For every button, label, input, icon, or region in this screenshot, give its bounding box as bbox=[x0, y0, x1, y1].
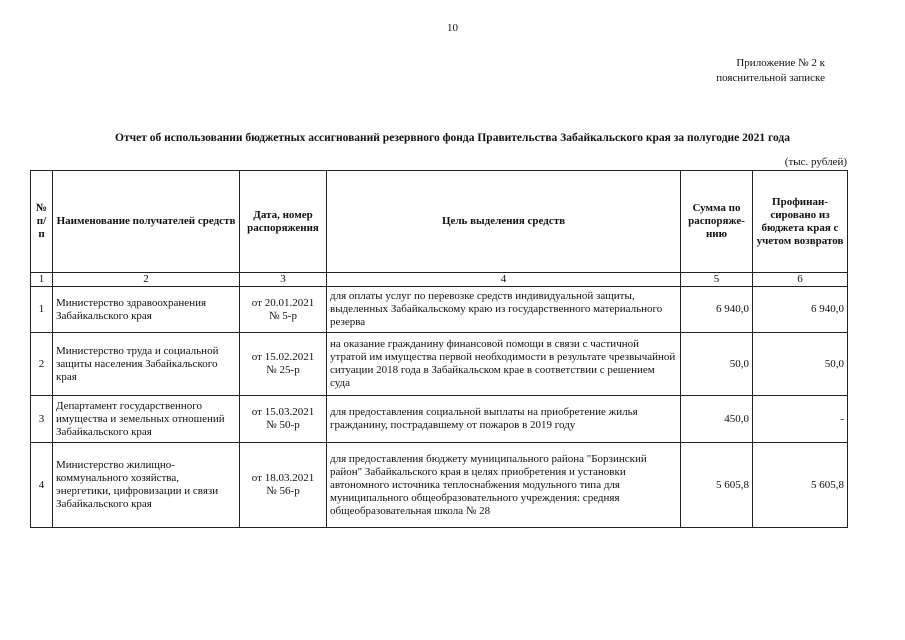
financed-cell: - bbox=[753, 396, 848, 443]
column-number: 5 bbox=[681, 273, 753, 287]
report-title: Отчет об использовании бюджетных ассигнований резервного фонда Правительства Забайкальского края за полугодие 2021 года bbox=[115, 132, 790, 144]
purpose-cell: для предоставления бюджету муниципального района "Борзинский район" Забайкальского края в целях приобретения и установки автономного источника теплоснабжения модульного типа для муниципального общеобразовательного учреждения: средняя общеобразовательная школа № 28 bbox=[327, 443, 681, 528]
order-cell bbox=[240, 287, 327, 333]
order-cell bbox=[240, 396, 327, 443]
sum-cell: 5 605,8 bbox=[681, 443, 753, 528]
table-row bbox=[31, 396, 848, 443]
column-number: 3 bbox=[240, 273, 327, 287]
appendix-note bbox=[716, 56, 825, 86]
appendix-line-1: Приложение № 2 к bbox=[736, 57, 825, 69]
order-number: № 56-р bbox=[266, 485, 300, 497]
table-row bbox=[31, 443, 848, 528]
column-header-num: № п/п bbox=[31, 171, 53, 273]
report-table bbox=[30, 170, 848, 528]
order-cell bbox=[240, 333, 327, 396]
column-number: 1 bbox=[31, 273, 53, 287]
table-row bbox=[31, 287, 848, 333]
purpose-cell: для предоставления социальной выплаты на приобретение жилья гражданину, пострадавшему от пожаров в 2019 году bbox=[327, 396, 681, 443]
recipient-cell: Департамент государственного имущества и земельных отношений Забайкальского края bbox=[53, 396, 240, 443]
column-header-sum: Сумма по распоряже-нию bbox=[681, 171, 753, 273]
row-number: 3 bbox=[31, 396, 53, 443]
column-header-purpose: Цель выделения средств bbox=[327, 171, 681, 273]
order-number: № 25-р bbox=[266, 364, 300, 376]
order-number: № 5-р bbox=[269, 309, 297, 322]
row-number: 4 bbox=[31, 443, 53, 528]
units-label: (тыс. рублей) bbox=[784, 156, 847, 168]
sum-cell: 50,0 bbox=[681, 333, 753, 396]
financed-cell: 50,0 bbox=[753, 333, 848, 396]
page-number: 10 bbox=[447, 22, 458, 34]
column-number: 4 bbox=[327, 273, 681, 287]
purpose-cell: на оказание гражданину финансовой помощи в связи с частичной утратой им имущества первой необходимости в результате чрезвычайной ситуации 2018 года в Забайкальском крае в соответствии с решением суда bbox=[327, 333, 681, 396]
column-number: 6 bbox=[753, 273, 848, 287]
order-date: от 15.03.2021 bbox=[251, 406, 315, 418]
order-number: № 50-р bbox=[266, 419, 300, 431]
recipient-cell: Министерство труда и социальной защиты населения Забайкальского края bbox=[53, 333, 240, 396]
table-header-row bbox=[31, 171, 848, 273]
column-header-recipient: Наименование получателей средств bbox=[53, 171, 240, 273]
column-header-date: Дата, номер распоряжения bbox=[240, 171, 327, 273]
column-header-financed: Профинан-сировано из бюджета края с учетом возвратов bbox=[753, 171, 848, 273]
table-row bbox=[31, 333, 848, 396]
column-number-row bbox=[31, 273, 848, 287]
sum-cell: 6 940,0 bbox=[681, 287, 753, 333]
row-number: 2 bbox=[31, 333, 53, 396]
order-date: от 20.01.2021 bbox=[251, 296, 315, 309]
financed-cell: 6 940,0 bbox=[753, 287, 848, 333]
sum-cell: 450,0 bbox=[681, 396, 753, 443]
order-cell bbox=[240, 443, 327, 528]
financed-cell: 5 605,8 bbox=[753, 443, 848, 528]
recipient-cell: Министерство жилищно-коммунального хозяйства, энергетики, цифровизации и связи Забайкальского края bbox=[53, 443, 240, 528]
recipient-cell: Министерство здравоохранения Забайкальского края bbox=[53, 287, 240, 333]
order-date: от 18.03.2021 bbox=[251, 472, 315, 484]
purpose-cell: для оплаты услуг по перевозке средств индивидуальной защиты, выделенных Забайкальскому краю из государственного материального резерва bbox=[327, 287, 681, 333]
appendix-line-2: пояснительной записке bbox=[716, 72, 825, 84]
column-number: 2 bbox=[53, 273, 240, 287]
order-date: от 15.02.2021 bbox=[251, 351, 315, 363]
row-number: 1 bbox=[31, 287, 53, 333]
